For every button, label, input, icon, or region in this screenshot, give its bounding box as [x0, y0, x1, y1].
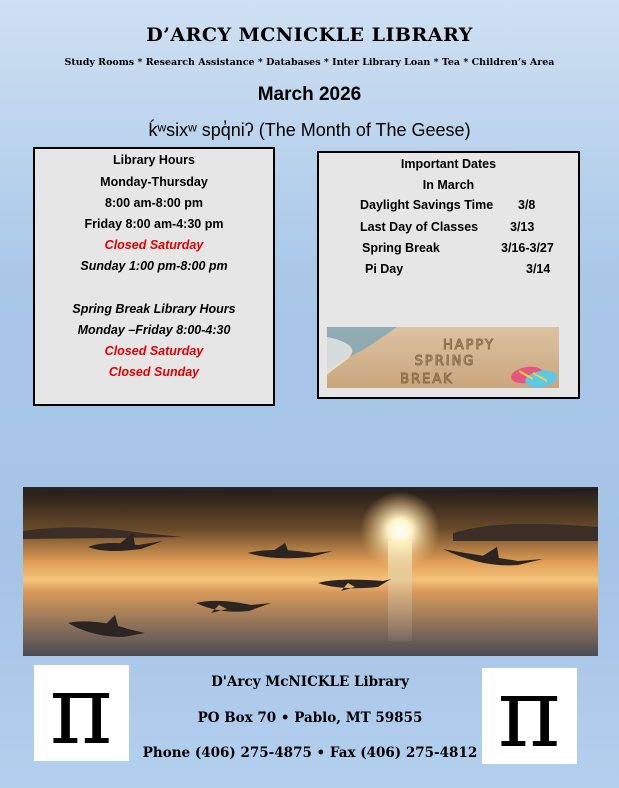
- date-value: 3/13: [510, 220, 535, 234]
- footer-phone-fax: Phone (406) 275-4875 • Fax (406) 275-4812: [142, 745, 478, 761]
- spring-break-hours-heading: Spring Break Library Hours: [72, 302, 236, 316]
- pi-symbol-left: [34, 665, 129, 761]
- spring-break-mon-fri: Monday –Friday 8:00-4:30: [77, 323, 231, 337]
- date-label: Spring Break: [362, 241, 440, 255]
- date-value: 3/16-3/27: [501, 241, 554, 255]
- hours-heading: Library Hours: [113, 153, 195, 167]
- footer-address: PO Box 70 • Pablo, MT 59855: [197, 710, 423, 726]
- footer-library-name: D'Arcy McNICKLE Library: [211, 674, 409, 690]
- spring-break-closed-sunday: Closed Sunday: [108, 365, 200, 379]
- pi-glyph-right: π: [497, 668, 561, 764]
- dates-subheading: In March: [422, 178, 475, 192]
- spring-break-closed-saturday: Closed Saturday: [104, 344, 204, 358]
- hours-sunday: Sunday 1:00 pm-8:00 pm: [80, 259, 228, 273]
- hours-mon-thu: Monday-Thursday: [100, 175, 208, 189]
- happy-spring-break-image: [327, 327, 559, 388]
- date-label: Pi Day: [365, 262, 404, 276]
- library-title: D’ARCY MCNICKLE LIBRARY: [146, 24, 473, 46]
- pi-glyph-left: π: [49, 665, 113, 761]
- hours-mon-thu-time: 8:00 am-8:00 pm: [105, 196, 203, 210]
- date-value: 3/14: [526, 262, 551, 276]
- native-month-heading: ḱʷsixʷ spq̓niʔ (The Month of The Geese): [148, 120, 471, 140]
- important-dates-box: [317, 151, 580, 399]
- sand-text-happy: HAPPY: [442, 338, 496, 353]
- library-hours-box: [33, 147, 275, 406]
- date-label: Daylight Savings Time: [360, 198, 494, 212]
- dates-heading: Important Dates: [400, 157, 497, 171]
- pi-symbol-right: [482, 668, 577, 764]
- date-value: 3/8: [518, 198, 536, 212]
- month-heading: March 2026: [257, 84, 362, 105]
- hours-friday: Friday 8:00 am-4:30 pm: [84, 217, 224, 231]
- services-list: Study Rooms * Research Assistance * Databases * Inter Library Loan * Tea * Children’s Area: [64, 57, 555, 68]
- sunset-geese-photo: [23, 487, 598, 656]
- hours-closed-saturday: Closed Saturday: [104, 238, 204, 252]
- sand-text-break: BREAK: [400, 372, 454, 387]
- date-label: Last Day of Classes: [360, 220, 479, 234]
- sand-text-spring: SPRING: [414, 354, 476, 369]
